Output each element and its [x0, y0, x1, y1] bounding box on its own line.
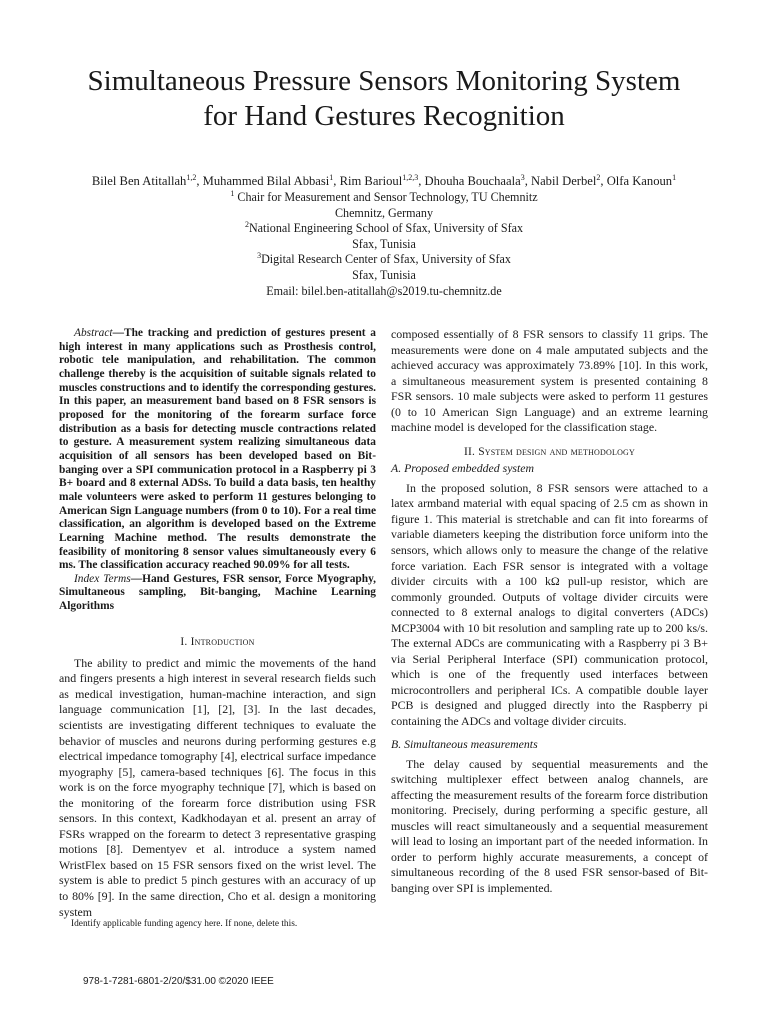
author-name: Dhouha Bouchaala: [424, 174, 521, 188]
author-separator: ,: [600, 174, 607, 188]
author-separator: ,: [333, 174, 340, 188]
index-terms: [59, 573, 376, 614]
index-terms-label: Index Terms: [74, 572, 131, 585]
section-heading-introduction: I. Introduction: [180, 635, 255, 648]
author-separator: ,: [196, 174, 203, 188]
author-name: Bilel Ben Atitallah: [91, 174, 187, 188]
embedded-system-paragraph: In the proposed solution, 8 FSR sensors were attached to a latex armband material with equal spacing of 2.5 cm as shown in figure 1. This material is stretchable and can fit into forearms of variable diameters keeping the distribution force uniform into the sensors, which allows only to measure the change of the relative force variation. Each FSR sensor is integrated with a voltage divider circuits with a 100 kΩ pull-up resistor, which are commonly grounded. Outputs of voltage divider circuits were connected to 8 external analogs to digital converters (ADCs) MCP3004 with 10 bit resolution and sampling rate up to 200 ks/s. The external ADCs are communicating with a Raspberry pi 3 B+ via Serial Peripheral Interface (SPI) communication protocol, which is one of the frequently used interfaces between microcontrollers and peripheral ICs. A compatible double layer PCB is designed and plugged directly into the Raspberry pi containing the ADCs and voltage divider circuits.: [391, 480, 708, 729]
abstract-label: Abstract: [74, 327, 113, 339]
affiliation-3: $^3$Digital Research Center of Sfax, University of Sfax: [257, 251, 511, 267]
section-heading-system-design: II. System design and methodology: [463, 445, 636, 458]
left-column: [59, 327, 376, 920]
abstract-text: —The tracking and prediction of gestures present a high interest in many applications such as Prosthesis control, robotic tele manipulation, and rehabilitation. The common challenge thereby is the acquisition of suitable signals related to muscles constructions and to identify the corresponding gestures. In this paper, an measurement band based on 8 FSR sensors is proposed for the monitoring of the forearm surface force distribution as a basis for detecting muscle contractions related to gesture. A measurement system realizing simultaneous data acquisition of all sensors has been developed based on Bit-banging over a SPI communication protocol in a Raspberry pi 3 B+ board and 8 external ADSs. To build a data basis, ten healthy male volunteers were asked to perform 11 gestures belonging to American Sign Language numbers (from 0 to 10). For a real time classification, an algorithm is developed based on the Extreme Learning Machine method. The results demonstrate the feasibility of monitoring 8 sensor values simultaneously every 6 ms. The classification accuracy reached 90.09% for all tests.: [59, 327, 376, 572]
author-separator: ,: [418, 174, 425, 188]
author-affiliation-marker: 3: [520, 173, 525, 182]
paper-title: [40, 64, 728, 134]
affiliation-1-city: Chemnitz, Germany: [334, 205, 434, 220]
author-affiliation-marker: 2: [596, 173, 601, 182]
introduction-paragraph: The ability to predict and mimic the movements of the hand and fingers presents a high interest in several research fields such as medical investigation, human-machine interaction, and sign language communication [1], [2], [3]. In the last decades, scientists are investigating different techniques to evaluate the behavior of muscles and neurons during performing gestures e.g electrical impedance tomography [4], electrical surface impedance myography [5], camera-based techniques [6]. The focus in this work is on the force myography technique [7], which is based on the monitoring of the forearm force distribution using FSR sensors. In this context, Kadkhodayan et al. present an array of FSRs wrapped on the forearm to detect 3 representative grasping motions [8]. Dementyev et al. introduce a system named WristFlex based on 15 FSR sensors fixed on the wrist level. The system is able to predict 5 pinch gestures with an accuracy of up to 80% [9]. In the same direction, Cho et al. design a monitoring system: [59, 655, 376, 919]
author-affiliation-marker: 1: [672, 173, 677, 182]
affiliations: [40, 190, 728, 299]
affiliation-1: $^1$ Chair for Measurement and Sensor Technology, TU Chemnitz: [230, 189, 538, 204]
author-name: Muhammed Bilal Abbasi: [202, 174, 330, 188]
right-column: [391, 327, 708, 897]
title-line-2: for Hand Gestures Recognition: [203, 100, 565, 132]
intro-continuation-paragraph: composed essentially of 8 FSR sensors to classify 11 grips. The measurements were done on 4 male amputated subjects and the achieved accuracy was approximately 73.89% [10]. In this work, a simultaneous measurement system is presented containing 8 FSR sensors. 10 male subjects were asked to perform 11 gestures (0 to 10 American Sign Language) and an extreme learning machine model is developed for the classification stage.: [391, 327, 708, 435]
index-terms-text: —Hand Gestures, FSR sensor, Force Myography, Simultaneous sampling, Bit-banging, Machine Learning Algorithms: [59, 572, 376, 613]
subsection-heading-simultaneous-measurements: B. Simultaneous measurements: [391, 736, 538, 751]
author-email: Email: bilel.ben-atitallah@s2019.tu-chemnitz.de: [266, 283, 502, 298]
author-affiliation-marker: 1,2,3: [402, 173, 419, 182]
affiliation-3-city: Sfax, Tunisia: [352, 267, 416, 282]
author-affiliation-marker: 1: [329, 173, 334, 182]
abstract: [59, 327, 376, 573]
title-line-1: Simultaneous Pressure Sensors Monitoring System: [87, 65, 681, 97]
subsection-heading-embedded-system: A. Proposed embedded system: [391, 460, 535, 475]
copyright-notice: 978-1-7281-6801-2/20/$31.00 ©2020 IEEE: [83, 976, 274, 987]
author-name: Olfa Kanoun: [606, 174, 673, 188]
simultaneous-measurements-paragraph: The delay caused by sequential measurements and the switching multiplexer effect between analog channels, are affecting the measurement results of the forearm force distribution monitoring. Precisely, during performing a specific gesture, all muscles will react simultaneously and a sequential measurement will lead to losing an important part of the needed information. In order to perform highly accurate measurements, a concept of simultaneous recording of the 8 used FSR sensor-based of Bit-banging over SPI is implemented.: [391, 756, 708, 895]
author-list: [20, 173, 748, 189]
affiliation-2: $^2$National Engineering School of Sfax, University of Sfax: [244, 220, 524, 236]
affiliation-2-city: Sfax, Tunisia: [352, 236, 416, 251]
funding-footnote: Identify applicable funding agency here. If none, delete this.: [71, 919, 298, 929]
author-affiliation-marker: 1,2: [186, 173, 197, 182]
author-separator: ,: [524, 174, 531, 188]
author-name: Rim Barioul: [339, 174, 403, 188]
author-name: Nabil Derbel: [530, 174, 597, 188]
